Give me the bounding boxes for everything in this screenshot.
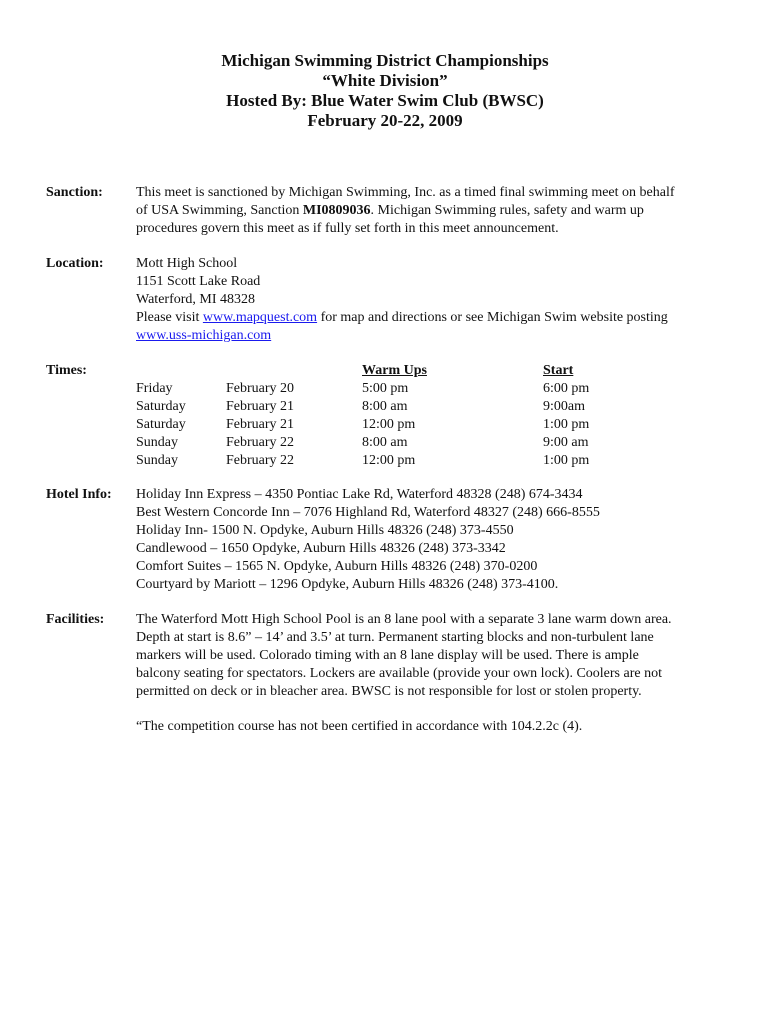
location-body bbox=[136, 255, 736, 345]
start-cell: 1:00 pm bbox=[543, 453, 590, 468]
certification-note: “The competition course has not been certified in accordance with 104.2.2c (4). bbox=[136, 719, 583, 734]
start-cell: 9:00 am bbox=[543, 435, 589, 450]
hotel-item: Holiday Inn- 1500 N. Opdyke, Auburn Hills 48326 (248) 373-4550 bbox=[136, 523, 514, 538]
sanction-line-3: procedures govern this meet as if fully set forth in this meet announcement. bbox=[136, 221, 559, 236]
hotel-item: Candlewood – 1650 Opdyke, Auburn Hills 48326 (248) 373-3342 bbox=[136, 541, 506, 556]
hotel-label: Hotel Info: bbox=[46, 487, 112, 502]
visit-text-post: for map and directions or see Michigan Swim website posting bbox=[317, 310, 668, 325]
times-label: Times: bbox=[46, 363, 87, 378]
date-cell: February 21 bbox=[226, 417, 295, 432]
uss-link-line bbox=[136, 327, 736, 345]
day-cell: Sunday bbox=[136, 453, 178, 468]
times-header-row bbox=[136, 362, 736, 380]
facilities-line: The Waterford Mott High School Pool is an 8 lane pool with a separate 3 lane warm down area. bbox=[136, 612, 672, 627]
sanction-text-post: . Michigan Swimming rules, safety and warm up bbox=[370, 203, 644, 218]
times-row bbox=[136, 452, 736, 470]
warmup-cell: 12:00 pm bbox=[362, 453, 416, 468]
start-cell: 1:00 pm bbox=[543, 417, 590, 432]
date-cell: February 22 bbox=[226, 435, 295, 450]
warmup-cell: 8:00 am bbox=[362, 399, 408, 414]
warmups-header: Warm Ups bbox=[362, 363, 427, 378]
uss-michigan-link[interactable]: www.uss-michigan.com bbox=[136, 328, 272, 343]
date-cell: February 22 bbox=[226, 453, 295, 468]
sanction-body bbox=[136, 184, 736, 238]
document-title bbox=[150, 51, 620, 131]
start-header: Start bbox=[543, 363, 574, 378]
sanction-text: of USA Swimming, Sanction bbox=[136, 203, 303, 218]
location-visit-line bbox=[136, 309, 736, 327]
sanction-line-2 bbox=[136, 202, 736, 220]
day-cell: Saturday bbox=[136, 417, 186, 432]
title-line-1: Michigan Swimming District Championships bbox=[221, 51, 549, 70]
facilities-body bbox=[136, 611, 736, 736]
start-cell: 6:00 pm bbox=[543, 381, 590, 396]
day-cell: Saturday bbox=[136, 399, 186, 414]
date-cell: February 20 bbox=[226, 381, 295, 396]
sanction-line-1: This meet is sanctioned by Michigan Swimming, Inc. as a timed final swimming meet on behalf bbox=[136, 185, 675, 200]
times-row bbox=[136, 380, 736, 398]
warmup-cell: 5:00 pm bbox=[362, 381, 409, 396]
times-row bbox=[136, 398, 736, 416]
times-row bbox=[136, 434, 736, 452]
sanction-number: MI0809036 bbox=[302, 203, 371, 218]
title-line-3: Hosted By: Blue Water Swim Club (BWSC) bbox=[226, 91, 544, 110]
hotel-item: Courtyard by Mariott – 1296 Opdyke, Auburn Hills 48326 (248) 373-4100. bbox=[136, 577, 559, 592]
hotel-list bbox=[136, 486, 736, 594]
date-cell: February 21 bbox=[226, 399, 295, 414]
location-label: Location: bbox=[46, 256, 104, 271]
day-cell: Sunday bbox=[136, 435, 178, 450]
visit-text: Please visit bbox=[136, 310, 203, 325]
facilities-line: balcony seating for spectators. Lockers are available (provide your own lock). Coolers are not bbox=[136, 666, 662, 681]
facilities-line: Depth at start is 8.6” – 14’ and 3.5’ at turn. Permanent starting blocks and non-turbulent lane bbox=[136, 630, 654, 645]
start-cell: 9:00am bbox=[543, 399, 585, 414]
hotel-item: Comfort Suites – 1565 N. Opdyke, Auburn Hills 48326 (248) 370-0200 bbox=[136, 559, 538, 574]
title-line-4: February 20-22, 2009 bbox=[307, 111, 463, 130]
warmup-cell: 8:00 am bbox=[362, 435, 408, 450]
facilities-line: permitted on deck or in bleacher area. BWSC is not responsible for lost or stolen property. bbox=[136, 684, 642, 699]
warmup-cell: 12:00 pm bbox=[362, 417, 416, 432]
facilities-label: Facilities: bbox=[46, 612, 105, 627]
location-street: 1151 Scott Lake Road bbox=[136, 274, 261, 289]
times-table bbox=[136, 362, 736, 470]
times-row bbox=[136, 416, 736, 434]
sanction-label: Sanction: bbox=[46, 185, 103, 200]
hotel-item: Best Western Concorde Inn – 7076 Highland Rd, Waterford 48327 (248) 666-8555 bbox=[136, 505, 600, 520]
location-city: Waterford, MI 48328 bbox=[136, 292, 256, 307]
title-line-2: “White Division” bbox=[322, 71, 448, 90]
mapquest-link[interactable]: www.mapquest.com bbox=[202, 310, 318, 325]
facilities-line: markers will be used. Colorado timing with an 8 lane display will be used. There is ample bbox=[136, 648, 639, 663]
day-cell: Friday bbox=[136, 381, 173, 396]
location-name: Mott High School bbox=[136, 256, 238, 271]
hotel-item: Holiday Inn Express – 4350 Pontiac Lake Rd, Waterford 48328 (248) 674-3434 bbox=[136, 487, 583, 502]
